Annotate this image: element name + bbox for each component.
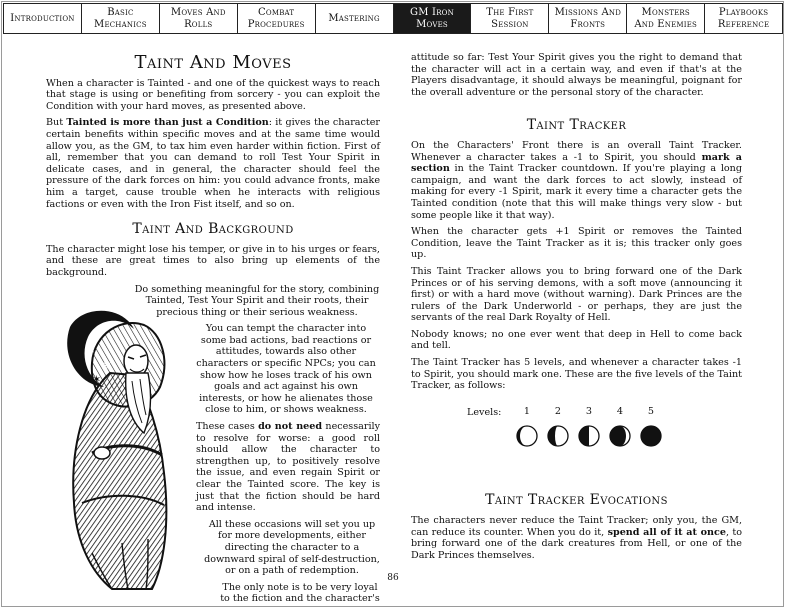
bold-phrase: mark a section <box>411 151 742 175</box>
paragraph: All these occasions will set you up for more developments, either directing the character to a downward spiral of self-destruction, or on a path of redemption. <box>204 518 380 577</box>
hooded-figure-illustration <box>52 303 184 593</box>
tab-monsters-and-enemies[interactable]: Monsters And Enemies <box>626 3 705 34</box>
page-number: 86 <box>387 573 399 583</box>
paragraph: On the Characters' Front there is an overall Taint Tracker. Whenever a character takes a -1 to Spirit, you should mark a section in the Taint Tracker countdown. If you're playing a long campaign, and want the dark forces to act slowly, instead of making for every -1 Spirit, mark it every time a character gets the Tainted condition (note that this will make things very slow - but some people like it that way). <box>411 139 742 221</box>
svg-text:✶: ✶ <box>92 373 102 386</box>
tab-mastering[interactable]: Mastering <box>315 3 394 34</box>
paragraph: Do something meaningful for the story, combining Tainted, Test Your Spirit and their roots, their precious thing or their serious weakness. <box>134 283 380 318</box>
svg-text:✶: ✶ <box>84 343 96 359</box>
paragraph: But Tainted is more than just a Condition: it gives the character certain benefits within specific moves and at the same time would allow you, as the GM, to tax him even harder within fiction. First of all, remember that you can demand to roll Test Your Spirit in delicate cases, and in general, the character should feel the pressure of the dark forces on him: you could advance fronts, make him a target, cause trouble when he interacts with religious factions or even with the Iron Fist itself, and so on. <box>46 117 381 210</box>
section-title-taint-and-background: Taint And Background <box>132 221 294 238</box>
moon-phase-icon <box>516 425 538 447</box>
paragraph: attitude so far: Test Your Spirit gives you the right to demand that the character will act in a certain way, and even if that's at the Players disadvantage, it should always be meaningful, poignant for the overall adventure or the personal story of the character. <box>411 52 742 98</box>
moon-phase-icon <box>547 425 569 447</box>
moon-phase-icon <box>578 425 600 447</box>
taint-level: 1 <box>511 406 542 448</box>
tab-basic-mechanics[interactable]: Basic Mechanics <box>81 3 160 34</box>
taint-level: 5 <box>635 406 666 448</box>
taint-level: 4 <box>604 406 635 448</box>
paragraph: These cases do not need necessarily to resolve for worse: a good roll should allow the character to strengthen up, to positively resolve the issue, and even regain Spirit or clear the Tainted score. The key is just that the fiction should be hard and intense. <box>196 421 381 514</box>
paragraph: You can tempt the character into some bad actions, bad reactions or attitudes, towards also other characters or specific NPCs; you can show how he loses track of his own goals and act against his own interests, or how he alienates those close to him, or shows weakness. <box>196 323 376 416</box>
tab-introduction[interactable]: Introduction <box>3 3 82 34</box>
tab-gm-iron-moves[interactable]: GM Iron Moves <box>393 3 472 34</box>
bold-phrase: do not need <box>258 421 323 433</box>
bold-phrase: Tainted is more than just a Condition <box>66 117 269 129</box>
tab-the-first-session[interactable]: The First Session <box>470 3 549 34</box>
paragraph: Nobody knows; no one ever went that deep in Hell to come back and tell. <box>411 328 742 352</box>
taint-level: 3 <box>573 406 604 448</box>
paragraph: The character might lose his temper, or give in to his urges or fears, and these are great times to also bring up elements of the background. <box>46 243 380 278</box>
paragraph: The characters never reduce the Taint Tracker; only you, the GM, can reduce its counter. When you do it, spend all of it at once, to bring forward one of the dark creatures from Hell, or one of the Dark Princes themselves. <box>411 515 743 561</box>
paragraph: When the character gets +1 Spirit or removes the Tainted Condition, leave the Taint Tracker as it is; this tracker only goes up. <box>411 226 742 261</box>
section-title-taint-tracker: Taint Tracker <box>526 117 627 134</box>
tab-missions-and-fronts[interactable]: Missions And Fronts <box>548 3 627 34</box>
paragraph: This Taint Tracker allows you to bring forward one of the Dark Princes or of his serving demons, with a soft move (announcing it first) or with a hard move (without warning). Dark Princes are the rulers of the Dark Underworld - or perhaps, they are just the servants of the real Dark Royalty of Hell. <box>411 265 742 324</box>
bold-phrase: spend all of it at once <box>607 526 726 538</box>
right-column <box>411 52 742 566</box>
tab-moves-and-rolls[interactable]: Moves And Rolls <box>159 3 238 34</box>
taint-tracker-levels <box>467 406 742 448</box>
svg-text:✶: ✶ <box>102 358 113 372</box>
paragraph: When a character is Tainted - and one of the quickest ways to reach that stage is using or benefiting from sorcery - you can exploit the Condition with your hard moves, as presented above. <box>46 77 380 112</box>
section-title-taint-and-moves: Taint And Moves <box>134 52 292 73</box>
paragraph: The Taint Tracker has 5 levels, and whenever a character takes -1 to Spirit, you should mark one. These are the five levels of the Taint Tracker, as follows: <box>411 357 742 392</box>
paragraph: The only note is to be very loyal to the fiction and the character's <box>220 581 380 605</box>
section-title-taint-tracker-evocations: Taint Tracker Evocations <box>485 492 668 509</box>
levels-label: Levels: <box>467 406 502 418</box>
moon-phase-icon <box>640 425 662 447</box>
moon-phase-icon <box>609 425 631 447</box>
taint-level: 2 <box>542 406 573 448</box>
chapter-nav <box>3 3 782 34</box>
tab-playbooks-reference[interactable]: Playbooks Reference <box>704 3 783 34</box>
tab-combat-procedures[interactable]: Combat Procedures <box>237 3 316 34</box>
